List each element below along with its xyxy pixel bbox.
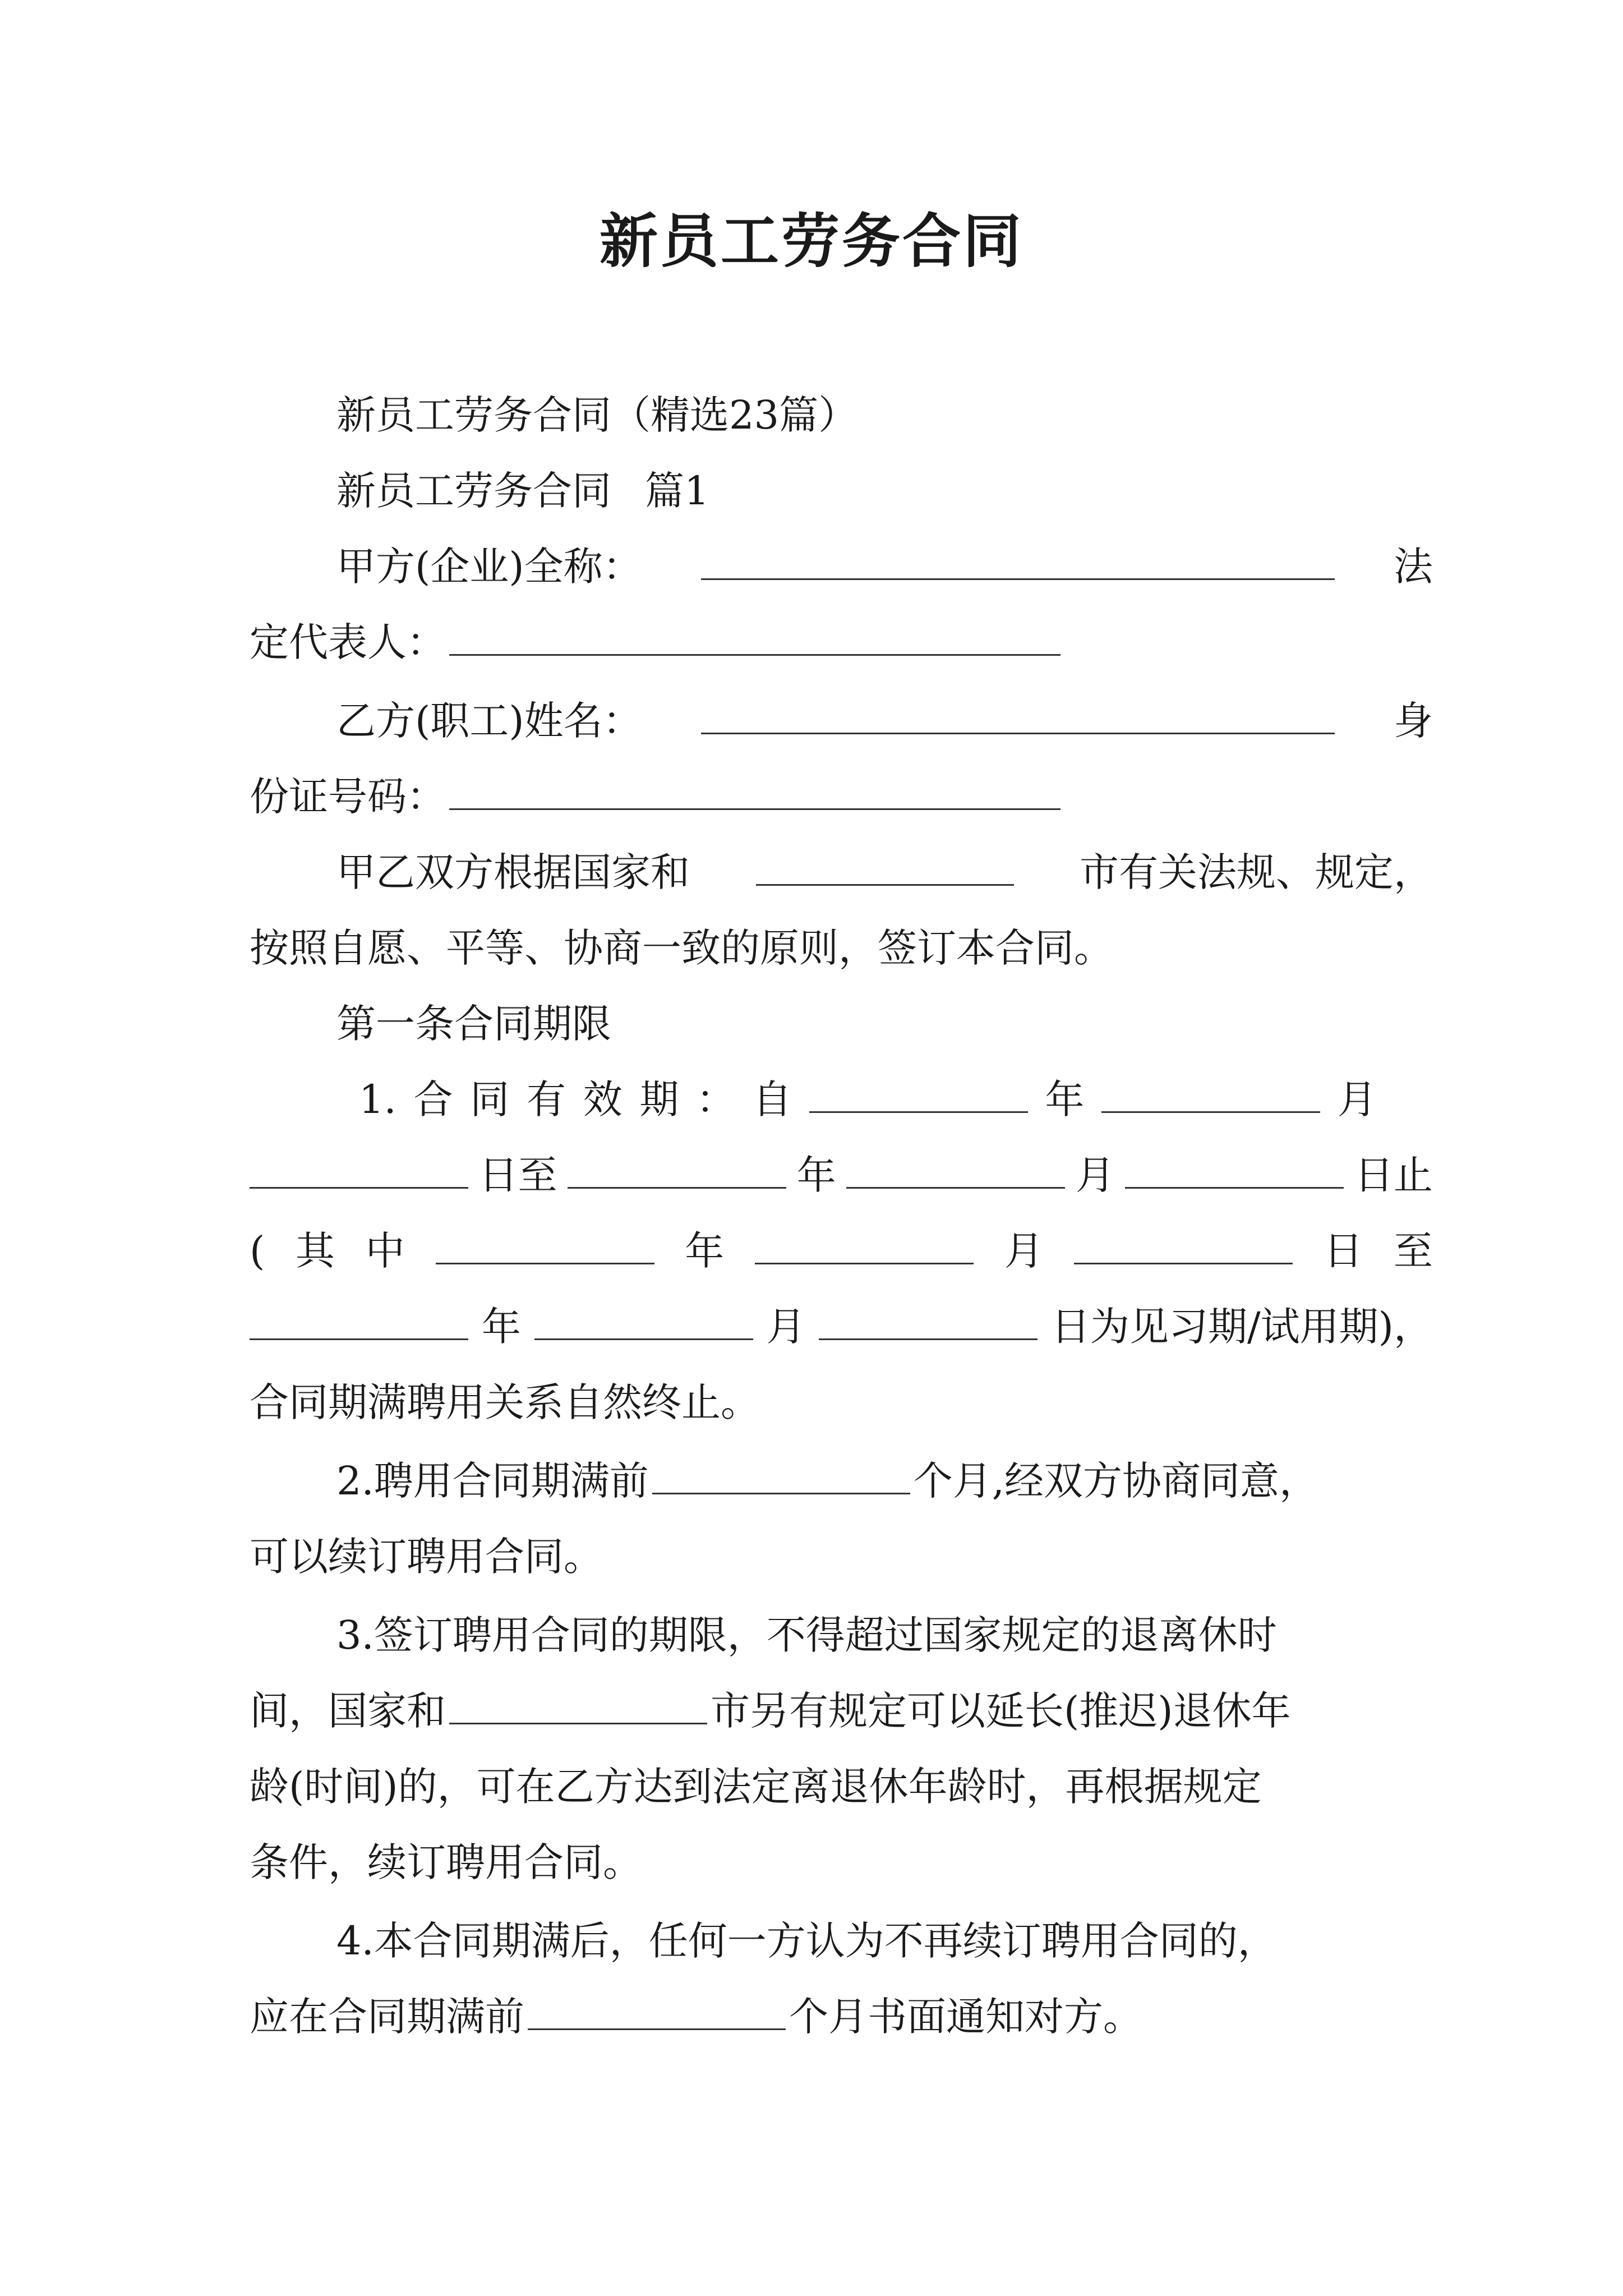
item-4-pre: 应在合同期满前 bbox=[250, 1994, 524, 2040]
start-day-blank bbox=[250, 1150, 468, 1189]
trial-start-month-blank bbox=[755, 1226, 974, 1264]
item-1-text: ( bbox=[250, 1228, 265, 1274]
end-day-blank bbox=[1125, 1150, 1344, 1189]
item-3-post: 市另有规定可以延长(推迟)退休年 bbox=[711, 1688, 1291, 1734]
item-3-line-4: 条件，续订聘用合同。 bbox=[250, 1839, 642, 1885]
start-year-blank bbox=[809, 1074, 1028, 1113]
party-b-id-label: 份证号码： bbox=[250, 774, 446, 820]
party-a-rep-blank bbox=[449, 617, 1061, 656]
party-b-id-blank bbox=[449, 771, 1061, 810]
item-1-char: 有 bbox=[527, 1076, 566, 1122]
subtitle: 新员工劳务合同（精选23篇） bbox=[336, 392, 858, 438]
item-1-text: 中 bbox=[365, 1228, 405, 1274]
intro-pre: 甲乙双方根据国家和 bbox=[336, 849, 690, 895]
section-heading bbox=[336, 463, 1433, 519]
trial-end-day-blank bbox=[819, 1301, 1038, 1340]
item-1-char: 年 bbox=[1045, 1076, 1085, 1122]
item-1-text: 年 bbox=[685, 1228, 725, 1274]
item-1-char: ： bbox=[696, 1076, 736, 1122]
start-month-blank bbox=[1101, 1074, 1320, 1113]
item-1-line-2 bbox=[250, 1147, 1433, 1203]
trial-start-day-blank bbox=[1074, 1226, 1293, 1264]
section-name: 新员工劳务合同 bbox=[336, 468, 611, 514]
item-2-months-blank bbox=[652, 1456, 910, 1494]
item-1-text: 日 bbox=[1324, 1228, 1363, 1274]
end-year-blank bbox=[568, 1150, 786, 1189]
intro-city-blank bbox=[756, 847, 1014, 886]
item-2-line-1 bbox=[336, 1453, 1433, 1509]
item-1-char: 期 bbox=[639, 1076, 679, 1122]
item-1-text: 日为见习期/试用期)， bbox=[1051, 1304, 1433, 1350]
party-b-shen: 身 bbox=[1394, 698, 1433, 744]
item-1-text: 年 bbox=[481, 1304, 521, 1350]
end-month-blank bbox=[846, 1150, 1065, 1189]
intro-line-2: 按照自愿、平等、协商一致的原则，签订本合同。 bbox=[250, 925, 1113, 971]
item-1-text: 日止 bbox=[1354, 1152, 1433, 1198]
item-3-line-2 bbox=[250, 1683, 1433, 1739]
item-1-text: 其 bbox=[296, 1228, 335, 1274]
article-1-title: 第一条合同期限 bbox=[336, 1001, 611, 1047]
party-a-fa: 法 bbox=[1394, 544, 1433, 590]
item-1-char: 效 bbox=[583, 1076, 623, 1122]
item-4-line-2 bbox=[250, 1989, 1433, 2045]
trial-end-month-blank bbox=[534, 1301, 753, 1340]
item-1-line-5: 合同期满聘用关系自然终止。 bbox=[250, 1379, 760, 1425]
item-1-char: 合 bbox=[413, 1076, 453, 1122]
item-1-line-1 bbox=[359, 1071, 1377, 1128]
trial-end-year-blank bbox=[250, 1301, 468, 1340]
item-3-city-blank bbox=[449, 1686, 707, 1724]
item-4-line-1: 4.本合同期满后，任何一方认为不再续订聘用合同的， bbox=[336, 1918, 1277, 1964]
intro-post: 市有关法规、规定， bbox=[1080, 849, 1433, 895]
item-3-pre: 间，国家和 bbox=[250, 1688, 446, 1734]
item-1-char: 同 bbox=[470, 1076, 510, 1122]
item-1-text: 日至 bbox=[478, 1152, 557, 1198]
party-b-label: 乙方(职工)姓名： bbox=[336, 698, 642, 744]
item-1-text: 月 bbox=[1075, 1152, 1115, 1198]
item-4-months-blank bbox=[528, 1991, 786, 2030]
item-1-text: 月 bbox=[766, 1304, 806, 1350]
item-1-char: 月 bbox=[1337, 1076, 1377, 1122]
item-2-post: 个月,经双方协商同意， bbox=[913, 1458, 1319, 1504]
item-4-post: 个月书面通知对方。 bbox=[789, 1994, 1142, 2040]
item-1-text: 年 bbox=[796, 1152, 836, 1198]
party-a-label: 甲方(企业)全称： bbox=[336, 544, 642, 590]
party-b-id-line bbox=[250, 769, 1433, 825]
item-3-line-1: 3.签订聘用合同的期限，不得超过国家规定的退离休时 bbox=[336, 1612, 1277, 1658]
party-a-rep-label: 定代表人： bbox=[250, 619, 446, 665]
party-b-name-blank bbox=[701, 696, 1335, 734]
item-2-pre: 2.聘用合同期满前 bbox=[336, 1458, 649, 1504]
item-1-number: 1. bbox=[359, 1076, 396, 1122]
intro-line-1 bbox=[336, 844, 1433, 900]
item-3-line-3: 龄(时间)的，可在乙方达到法定离退休年龄时，再根据规定 bbox=[250, 1764, 1262, 1810]
document-title: 新员工劳务合同 bbox=[599, 206, 1023, 275]
item-1-text: 至 bbox=[1393, 1228, 1433, 1274]
party-b-line bbox=[336, 693, 1433, 749]
item-1-char: 自 bbox=[752, 1076, 792, 1122]
party-a-line bbox=[336, 539, 1433, 595]
party-a-rep-line bbox=[250, 614, 1433, 670]
item-2-line-2: 可以续订聘用合同。 bbox=[250, 1534, 603, 1580]
section-number: 篇1 bbox=[645, 468, 709, 514]
item-1-text: 月 bbox=[1004, 1228, 1044, 1274]
item-1-line-3 bbox=[250, 1223, 1433, 1279]
trial-start-year-blank bbox=[436, 1226, 654, 1264]
party-a-name-blank bbox=[701, 541, 1335, 580]
item-1-line-4 bbox=[250, 1299, 1433, 1355]
